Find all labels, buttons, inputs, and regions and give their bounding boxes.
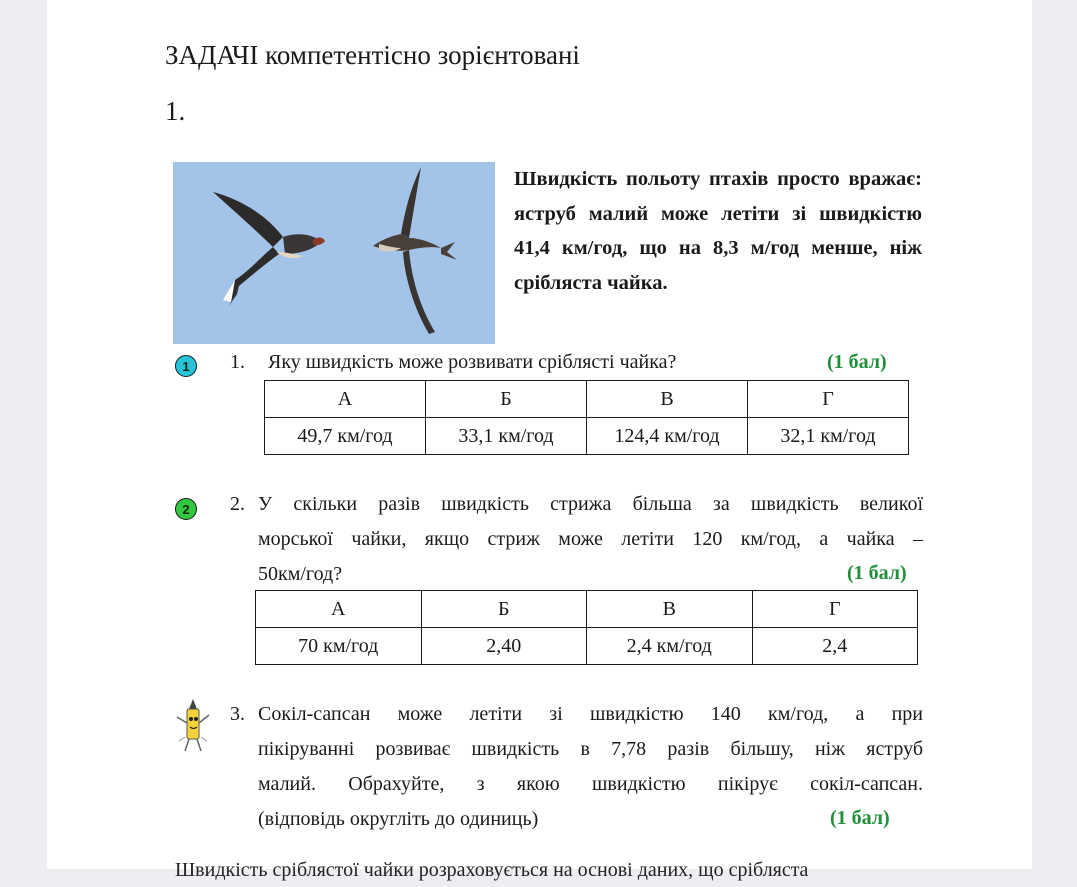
table-header-cell: В	[587, 381, 748, 418]
answer-option: 2,4 км/год	[587, 628, 753, 665]
table-header-cell: А	[256, 591, 422, 628]
table-header-cell: А	[265, 381, 426, 418]
swallows-illustration	[173, 162, 495, 344]
question-line: 50км/год?	[258, 563, 343, 585]
answer-option: 2,40	[421, 628, 587, 665]
document-page	[47, 0, 1032, 881]
question-text: Яку швидкість може розвивати сріблясті чайка?	[268, 351, 677, 373]
table-header-cell: В	[587, 591, 753, 628]
answer-option: 124,4 км/год	[587, 418, 748, 455]
level-marker-1: 1	[175, 355, 197, 377]
answer-option: 2,4	[752, 628, 918, 665]
table-header-cell: Г	[752, 591, 918, 628]
question-line: (відповідь округліть до одиниць)	[258, 808, 539, 830]
table-header-cell: Г	[748, 381, 909, 418]
question-1-points: (1 бал)	[827, 351, 887, 373]
question-1	[230, 345, 900, 380]
question-line: Сокіл-сапсан може летіти зі швидкістю 140 км/год, а при	[258, 703, 923, 725]
intro-paragraph: Швидкість польоту птахів просто вражає: яструб малий може летіти зі швидкістю 41,4 км/год, що на 8,3 м/год менше, ніж сріблястa чайка.	[514, 168, 922, 294]
question-2-points: (1 бал)	[847, 562, 907, 584]
cut-off-next-paragraph: Швидкість сріблястої чайки розраховується на основі даних, що сріблястa	[175, 859, 809, 881]
answer-table-2	[255, 590, 918, 665]
pencil-mascot-icon	[171, 697, 215, 753]
answer-table-1	[264, 380, 909, 455]
birds-photo	[173, 162, 495, 344]
question-number: 2.	[230, 493, 245, 515]
question-line: малий. Обрахуйте, з якою швидкістю пікірує сокіл-сапсан.	[258, 773, 923, 795]
question-3-points: (1 бал)	[830, 807, 890, 829]
table-header-cell: Б	[426, 381, 587, 418]
answer-option: 33,1 км/год	[426, 418, 587, 455]
answer-option: 70 км/год	[256, 628, 422, 665]
page-title: ЗАДАЧІ компетентісно зорієнтовані	[165, 40, 580, 70]
table-header-cell: Б	[421, 591, 587, 628]
level-marker-2: 2	[175, 498, 197, 520]
section-number: 1.	[165, 96, 186, 126]
answer-option: 32,1 км/год	[748, 418, 909, 455]
answer-option: 49,7 км/год	[265, 418, 426, 455]
question-line: морської чайки, якщо стриж може летіти 120 км/год, а чайка –	[258, 528, 923, 550]
question-number: 1.	[230, 351, 245, 373]
question-number: 3.	[230, 703, 245, 725]
question-line: У скільки разів швидкість стрижа більша за швидкість великої	[258, 493, 923, 515]
question-line: пікіруванні розвиває швидкість в 7,78 разів більшу, ніж яструб	[258, 738, 923, 760]
